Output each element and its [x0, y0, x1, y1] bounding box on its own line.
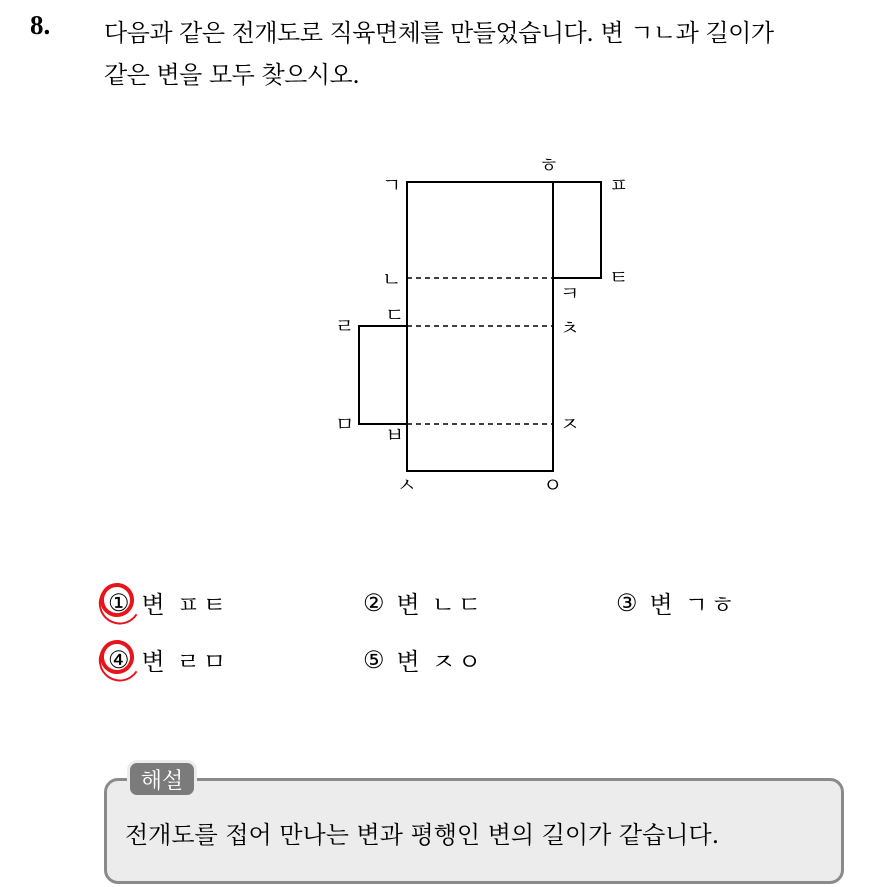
choice-3[interactable] — [616, 585, 737, 620]
question-number: 8. — [30, 10, 51, 40]
explanation-tab: 해설 — [127, 760, 197, 798]
label-giyeok: ㄱ — [382, 173, 402, 197]
label-mieum: ㅁ — [335, 412, 355, 436]
choice-number: ④ — [108, 646, 130, 674]
choice-number: ① — [108, 589, 130, 617]
label-jieut: ㅈ — [560, 412, 580, 436]
choice-word: 변 — [396, 648, 420, 676]
label-hieut: ㅎ — [539, 153, 559, 177]
label-ieung: ㅇ — [543, 473, 563, 497]
choice-number: ③ — [616, 588, 638, 617]
choice-word: 변 — [141, 591, 165, 619]
choice-edge: ㅍㅌ — [176, 591, 230, 619]
choice-number: ② — [363, 588, 385, 617]
choice-4[interactable] — [108, 642, 229, 677]
choice-word: 변 — [649, 591, 673, 619]
choice-edge: ㄴㄷ — [431, 591, 485, 619]
label-siot: ㅅ — [397, 473, 417, 497]
selected-mark-icon — [97, 579, 137, 619]
question-line-1: 다음과 같은 전개도로 직육면체를 만들었습니다. 변 ㄱㄴ과 길이가 — [104, 19, 774, 47]
label-chieut: ㅊ — [560, 316, 580, 340]
choice-2[interactable] — [363, 585, 484, 620]
explanation-text: 전개도를 접어 만나는 변과 평행인 변의 길이가 같습니다. — [125, 821, 720, 849]
choice-edge: ㅈㅇ — [431, 648, 485, 676]
label-pieup: ㅍ — [609, 173, 629, 197]
selected-mark-icon — [97, 636, 137, 676]
choice-edge: ㄹㅁ — [176, 648, 230, 676]
net-right-flap — [553, 182, 601, 278]
label-tieut: ㅌ — [609, 265, 629, 289]
choice-word: 변 — [141, 648, 165, 676]
label-kieuk: ㅋ — [560, 281, 580, 305]
choice-word: 변 — [396, 591, 420, 619]
choice-edge: ㄱㅎ — [684, 591, 738, 619]
label-rieul: ㄹ — [335, 314, 355, 338]
label-bieup: ㅂ — [385, 423, 405, 447]
net-left-flap — [359, 326, 407, 424]
label-nieun: ㄴ — [382, 267, 402, 291]
choice-number: ⑤ — [363, 645, 385, 674]
choice-5[interactable] — [363, 642, 484, 677]
choice-1[interactable] — [108, 585, 229, 620]
question-line-2: 같은 변을 모두 찾으시오. — [104, 61, 360, 89]
label-digeut: ㄷ — [385, 303, 405, 327]
